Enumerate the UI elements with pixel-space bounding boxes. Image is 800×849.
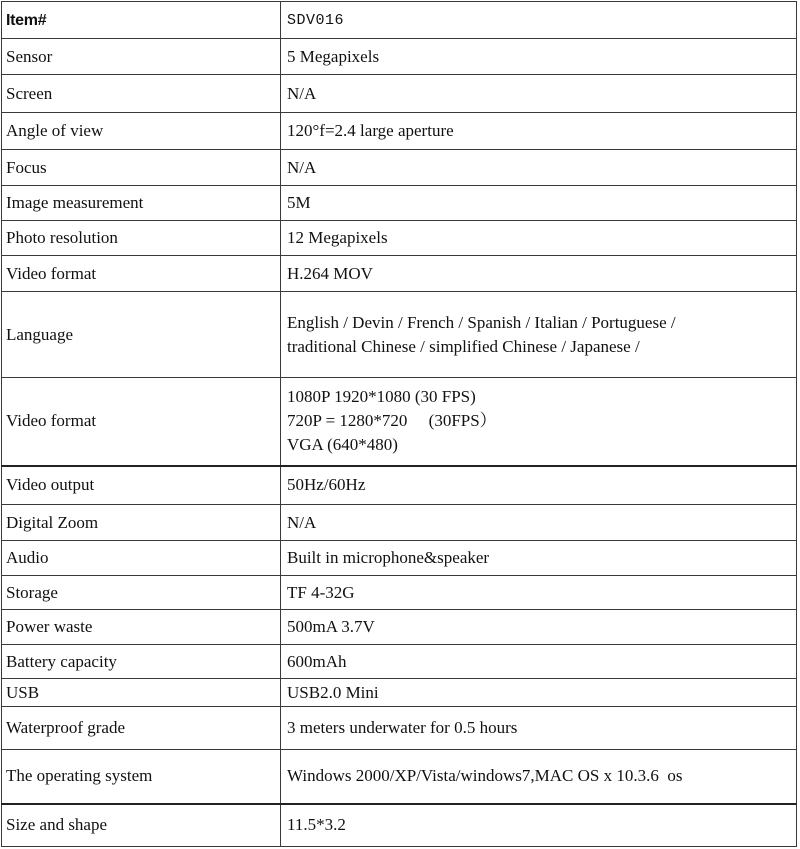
spec-label: Video output bbox=[2, 466, 281, 505]
table-row-operating-system bbox=[2, 750, 797, 804]
spec-label: USB bbox=[2, 679, 281, 707]
spec-value-line: 5 Megapixels bbox=[287, 46, 380, 66]
spec-value-line: TF 4-32G bbox=[287, 582, 355, 602]
table-row-storage bbox=[2, 576, 797, 610]
header-label-cell bbox=[2, 2, 281, 39]
table-row-size-and-shape bbox=[2, 804, 797, 847]
spec-value-line: 120°f=2.4 large aperture bbox=[287, 121, 454, 140]
spec-value bbox=[281, 75, 797, 113]
spec-label: Language bbox=[2, 292, 281, 378]
table-row-photo-resolution bbox=[2, 221, 797, 256]
spec-label: Video format bbox=[2, 378, 281, 466]
table-row-focus bbox=[2, 150, 797, 186]
table-row-digital-zoom bbox=[2, 505, 797, 541]
spec-value bbox=[281, 679, 797, 707]
spec-value-line: N/A bbox=[287, 157, 317, 177]
spec-value-line: 50Hz/60Hz bbox=[287, 475, 366, 495]
spec-value bbox=[281, 292, 797, 378]
table-row-video-format-resolutions bbox=[2, 378, 797, 466]
spec-value-line: 3 meters underwater for 0.5 hours bbox=[287, 718, 518, 737]
table-row-screen bbox=[2, 75, 797, 113]
spec-label: Power waste bbox=[2, 610, 281, 645]
spec-label: Battery capacity bbox=[2, 645, 281, 679]
header-row bbox=[2, 2, 797, 39]
spec-value bbox=[281, 186, 797, 221]
table-row-usb bbox=[2, 679, 797, 707]
spec-table bbox=[1, 1, 797, 847]
spec-value-line: 11.5*3.2 bbox=[287, 815, 346, 835]
spec-value bbox=[281, 610, 797, 645]
spec-label: Storage bbox=[2, 576, 281, 610]
spec-value-line: 5M bbox=[287, 193, 311, 212]
spec-label: Video format bbox=[2, 256, 281, 292]
spec-value-line: Windows 2000/XP/Vista/windows7,MAC OS x 10.3.6 os bbox=[287, 766, 683, 786]
spec-label: Size and shape bbox=[2, 804, 281, 847]
table-row-audio bbox=[2, 541, 797, 576]
spec-value bbox=[281, 113, 797, 150]
spec-value-line: traditional Chinese / simplified Chinese / Japanese / bbox=[287, 336, 640, 356]
spec-value bbox=[281, 466, 797, 505]
spec-value bbox=[281, 39, 797, 75]
spec-label: Waterproof grade bbox=[2, 707, 281, 750]
spec-value-line: VGA (640*480) bbox=[287, 435, 398, 455]
spec-label: Screen bbox=[2, 75, 281, 113]
table-row-angle-of-view bbox=[2, 113, 797, 150]
table-row-image-measurement bbox=[2, 186, 797, 221]
spec-value-line: N/A bbox=[287, 83, 317, 103]
spec-value bbox=[281, 645, 797, 679]
spec-value bbox=[281, 576, 797, 610]
item-number-value: SDV016 bbox=[287, 12, 345, 29]
spec-value-line: 1080P 1920*1080 (30 FPS) bbox=[287, 387, 476, 407]
table-row-video-format bbox=[2, 256, 797, 292]
spec-value-line: 600mAh bbox=[287, 651, 347, 671]
spec-value-line: H.264 MOV bbox=[287, 263, 373, 283]
spec-value bbox=[281, 750, 797, 804]
spec-label: The operating system bbox=[2, 750, 281, 804]
spec-value bbox=[281, 221, 797, 256]
spec-label: Angle of view bbox=[2, 113, 281, 150]
spec-value-line: 12 Megapixels bbox=[287, 228, 388, 247]
spec-label: Digital Zoom bbox=[2, 505, 281, 541]
table-row-waterproof-grade bbox=[2, 707, 797, 750]
spec-table-body bbox=[2, 2, 797, 847]
spec-value-line: 720P = 1280*720 (30FPS） bbox=[287, 411, 497, 431]
spec-value-line: Built in microphone&speaker bbox=[287, 548, 490, 567]
spec-value bbox=[281, 541, 797, 576]
spec-label: Sensor bbox=[2, 39, 281, 75]
spec-value-line: English / Devin / French / Spanish / Italian / Portuguese / bbox=[287, 312, 676, 332]
spec-value bbox=[281, 378, 797, 466]
spec-label: Photo resolution bbox=[2, 221, 281, 256]
table-row-sensor bbox=[2, 39, 797, 75]
spec-value bbox=[281, 505, 797, 541]
spec-value-line: USB2.0 Mini bbox=[287, 682, 379, 702]
spec-value-line: 500mA 3.7V bbox=[287, 617, 375, 636]
spec-value-line: N/A bbox=[287, 512, 317, 532]
table-row-video-output bbox=[2, 466, 797, 505]
spec-label: Audio bbox=[2, 541, 281, 576]
table-row-power-waste bbox=[2, 610, 797, 645]
item-number-label: Item# bbox=[6, 11, 47, 29]
spec-value bbox=[281, 707, 797, 750]
spec-label: Focus bbox=[2, 150, 281, 186]
spec-label: Image measurement bbox=[2, 186, 281, 221]
spec-value bbox=[281, 150, 797, 186]
table-row-language bbox=[2, 292, 797, 378]
spec-value bbox=[281, 256, 797, 292]
spec-value bbox=[281, 804, 797, 847]
header-value-cell bbox=[281, 2, 797, 39]
table-row-battery-capacity bbox=[2, 645, 797, 679]
